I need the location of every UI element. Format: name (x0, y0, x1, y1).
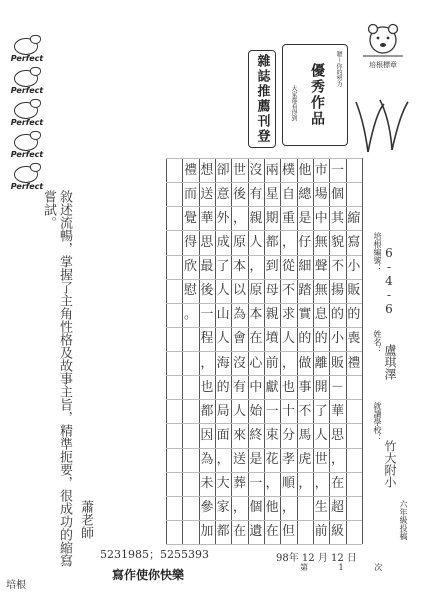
essay-char: 的 (314, 331, 328, 347)
essay-char: 都 (265, 234, 279, 250)
essay-char: 墳 (265, 331, 279, 347)
essay-title-char: 喪 (347, 331, 361, 347)
essay-char: ， (232, 500, 246, 516)
essay-char: 了 (216, 259, 230, 275)
name-label: 姓名： (373, 330, 382, 354)
essay-char: 葬 (232, 476, 246, 492)
essay-char: ， (298, 476, 312, 492)
magazine-stamp-text: 雜誌推薦刊登 (254, 54, 270, 144)
essay-char: 馬 (298, 427, 312, 443)
essay-char: 重 (281, 210, 295, 226)
essay-char: 孝 (281, 452, 295, 468)
essay-char: 自 (281, 186, 295, 202)
essay-title-char: 寫 (347, 234, 361, 250)
kitty-label: Perfect (10, 150, 44, 159)
essay-char: 順 (281, 476, 295, 492)
essay-char: 生 (314, 500, 328, 516)
essay-char: ， (216, 452, 230, 468)
essay-char: 細 (298, 259, 312, 275)
essay-char: 世 (314, 452, 328, 468)
kitty-icon (4, 102, 48, 132)
essay-char: 的 (298, 331, 312, 347)
essay-char: 開 (314, 379, 328, 395)
essay-char: 加 (200, 524, 214, 540)
essay-char: 束 (265, 427, 279, 443)
grade-mark-icon (350, 82, 410, 162)
essay-char: 面 (216, 427, 230, 443)
essay-char: 後 (232, 186, 246, 202)
essay-char: 都 (216, 524, 230, 540)
essay-char: 人 (281, 331, 295, 347)
essay-char: 思 (330, 427, 344, 443)
essay-char: 為 (232, 307, 246, 323)
essay-char: 踏 (298, 283, 312, 299)
teacher-signature: 蕭老師 (78, 500, 93, 539)
essay-char: 有 (232, 379, 246, 395)
grid-row-line (166, 544, 362, 545)
essay-char: 都 (200, 403, 214, 419)
essay-char: 個 (330, 186, 344, 202)
essay-char: 級 (330, 524, 344, 540)
grid-row-line (166, 279, 362, 280)
bear-badge (358, 20, 408, 72)
essay-char: 大 (216, 476, 230, 492)
essay-char: 星 (265, 186, 279, 202)
essay-char: 母 (265, 283, 279, 299)
essay-char: ， (281, 355, 295, 371)
essay-char: ， (249, 259, 263, 275)
essay-char: 遺 (249, 524, 263, 540)
grid-row-line (166, 303, 362, 304)
grid-row-line (166, 351, 362, 352)
grid-row-line (166, 423, 362, 424)
excellent-stamp-title: 優秀作品 (309, 63, 325, 127)
kitty-label: Perfect (10, 54, 44, 63)
essay-char: 做 (298, 355, 312, 371)
essay-char: 程 (200, 331, 214, 347)
essay-title-char: 禮 (347, 355, 361, 371)
essay-char: ， (281, 234, 295, 250)
essay-char: 人 (249, 234, 263, 250)
essay-char: 花 (265, 452, 279, 468)
essay-char: 其 (330, 210, 344, 226)
school-name: 竹大附小 (383, 440, 397, 488)
kitty-label: Perfect (10, 86, 44, 95)
grid-row-line (166, 375, 362, 376)
essay-char: 成 (216, 234, 230, 250)
essay-char: 實 (298, 307, 312, 323)
grid-row-line (166, 158, 362, 159)
essay-char: 參 (200, 500, 214, 516)
essay-char: 未 (200, 476, 214, 492)
essay-char: 仔 (298, 234, 312, 250)
essay-char: 但 (281, 524, 295, 540)
essay-char: 原 (249, 283, 263, 299)
magazine-stamp (248, 50, 276, 148)
essay-char: 虎 (298, 452, 312, 468)
essay-char: ， (200, 355, 214, 371)
kitty-icon (4, 38, 48, 68)
footer-brand: 培根 (6, 580, 26, 591)
essay-char: 聲 (314, 259, 328, 275)
essay-char: 超 (330, 500, 344, 516)
page-line: 第 1 次 (300, 563, 383, 572)
kitty-icon (4, 134, 48, 164)
kitty-label: Perfect (10, 182, 44, 191)
essay-title-char: 的 (347, 307, 361, 323)
essay-char: 終 (249, 427, 263, 443)
essay-char: 樸 (281, 162, 295, 178)
essay-char: 得 (183, 234, 197, 250)
essay-char: 期 (265, 210, 279, 226)
essay-char: 在 (249, 331, 263, 347)
essay-char: 海 (216, 355, 230, 371)
essay-char: 華 (200, 210, 214, 226)
essay-char: 求 (281, 307, 295, 323)
essay-char: 在 (265, 524, 279, 540)
essay-char: 始 (249, 403, 263, 419)
teacher-comment (8, 190, 72, 570)
essay-char: 本 (249, 307, 263, 323)
essay-char: 一 (249, 476, 263, 492)
essay-char: 十 (281, 403, 295, 419)
essay-char: 會 (232, 331, 246, 347)
essay-char: ， (265, 476, 279, 492)
essay-char: 場 (314, 186, 328, 202)
essay-char: － (330, 379, 344, 395)
grid-row-line (166, 255, 362, 256)
essay-title-char: 小 (347, 259, 361, 275)
kitty-icon (4, 70, 48, 100)
decor-column (0, 38, 52, 198)
essay-char: 後 (200, 283, 214, 299)
essay-char: 貌 (330, 234, 344, 250)
essay-char: 一 (330, 162, 344, 178)
essay-char: 欣 (183, 259, 197, 275)
essay-char: 外 (216, 210, 230, 226)
essay-char: 意 (216, 186, 230, 202)
essay-char: 他 (265, 500, 279, 516)
essay-char: 到 (265, 259, 279, 275)
essay-char: 覺 (183, 210, 197, 226)
essay-char: 也 (200, 379, 214, 395)
essay-title-char: 販 (347, 283, 361, 299)
essay-char: 送 (232, 452, 246, 468)
essay-code: 6-4-6 (382, 246, 396, 316)
essay-char: 想 (200, 162, 214, 178)
grid-row-line (166, 520, 362, 521)
essay-char: 無 (314, 283, 328, 299)
essay-char: 兩 (265, 162, 279, 178)
kitty-label: Perfect (10, 118, 44, 127)
grid-row-line (166, 472, 362, 473)
essay-char: 來 (232, 427, 246, 443)
essay-char: 在 (330, 476, 344, 492)
essay-char: 人 (314, 427, 328, 443)
essay-char: 的 (216, 379, 230, 395)
essay-char: 中 (314, 210, 328, 226)
essay-char: 小 (330, 331, 344, 347)
essay-char: 不 (281, 283, 295, 299)
essay-char: 的 (330, 307, 344, 323)
grid-row-line (166, 448, 362, 449)
essay-char: 山 (216, 307, 230, 323)
essay-char: ， (232, 210, 246, 226)
essay-char: 是 (298, 210, 312, 226)
essay-char: 中 (249, 379, 263, 395)
essay-char: 了 (314, 403, 328, 419)
grid-row-line (166, 399, 362, 400)
essay-char: 送 (200, 186, 214, 202)
essay-char: 前 (265, 355, 279, 371)
essay-char: 家 (216, 500, 230, 516)
essay-char: ， (281, 500, 295, 516)
footer-slogan: 寫作使你快樂 (112, 568, 185, 582)
essay-title-char: 縮 (347, 210, 361, 226)
essay-char: 分 (281, 427, 295, 443)
essay-char: 沒 (249, 162, 263, 178)
grid-row-line (166, 496, 362, 497)
bear-badge-label: 培根標章 (369, 61, 397, 69)
essay-char: 最 (200, 259, 214, 275)
phone-numbers: 5231985；5255393 (100, 548, 209, 561)
essay-char: 。 (183, 307, 197, 323)
essay-char: 華 (330, 403, 344, 419)
grid-row-line (166, 327, 362, 328)
essay-char: 有 (249, 186, 263, 202)
essay-char: 為 (200, 452, 214, 468)
essay-char: ， (314, 476, 328, 492)
excellent-stamp-top: 嗯～你的努力 (335, 51, 342, 87)
essay-char: 市 (314, 162, 328, 178)
essay-char: 而 (183, 186, 197, 202)
excellent-stamp (282, 44, 348, 146)
essay-char: 在 (232, 524, 246, 540)
essay-char: 心 (249, 355, 263, 371)
essay-char: 無 (314, 234, 328, 250)
essay-char: 卻 (216, 162, 230, 178)
essay-char: 因 (200, 427, 214, 443)
grid-row-line (166, 230, 362, 231)
essay-char: 局 (216, 403, 230, 419)
essay-char: ， (330, 452, 344, 468)
essay-char: 離 (314, 355, 328, 371)
essay-char: 從 (281, 259, 295, 275)
essay-char: 是 (249, 452, 263, 468)
date-line: 98年 12 月 12 日 (276, 553, 357, 564)
essay-char: 他 (298, 162, 312, 178)
essay-char: 本 (232, 259, 246, 275)
essay-char: 前 (314, 524, 328, 540)
essay-char: 總 (298, 186, 312, 202)
grid-row-line (166, 182, 362, 183)
writing-grid (166, 158, 362, 544)
essay-char: 揚 (330, 283, 344, 299)
essay-char: 人 (216, 283, 230, 299)
excellent-stamp-bottom: 大家都看得到 (290, 85, 297, 121)
essay-char: 禮 (183, 162, 197, 178)
essay-char: 個 (249, 500, 263, 516)
bear-icon (358, 20, 408, 60)
school-label: 就讀學校： (373, 402, 382, 442)
essay-char: 原 (232, 234, 246, 250)
essay-char: 事 (298, 379, 312, 395)
code-label: 培根編號： (373, 232, 382, 272)
essay-char: 世 (232, 162, 246, 178)
essay-char: 人 (232, 403, 246, 419)
student-name: 盧琪澤 (383, 344, 397, 380)
essay-char: 獻 (265, 379, 279, 395)
essay-char: 販 (330, 355, 344, 371)
grade-label: 六年級投稿 (399, 500, 408, 540)
essay-char: 親 (249, 210, 263, 226)
essay-char: 以 (232, 283, 246, 299)
grid-row-line (166, 206, 362, 207)
essay-char: 親 (265, 307, 279, 323)
essay-char: 慰 (183, 283, 197, 299)
essay-char: 一 (200, 307, 214, 323)
essay-char: 息 (314, 307, 328, 323)
teacher-comment-text: 敘述流暢，掌握了主角性格及故事主旨，精準扼要，很成功的縮寫嘗試。 (41, 190, 72, 567)
essay-char: 不 (298, 403, 312, 419)
essay-char: 人 (216, 331, 230, 347)
essay-char: 不 (330, 259, 344, 275)
essay-char: 也 (281, 379, 295, 395)
essay-char: 一 (265, 403, 279, 419)
essay-char: 思 (200, 234, 214, 250)
grid-column-line (362, 158, 363, 544)
essay-char: 沒 (232, 355, 246, 371)
